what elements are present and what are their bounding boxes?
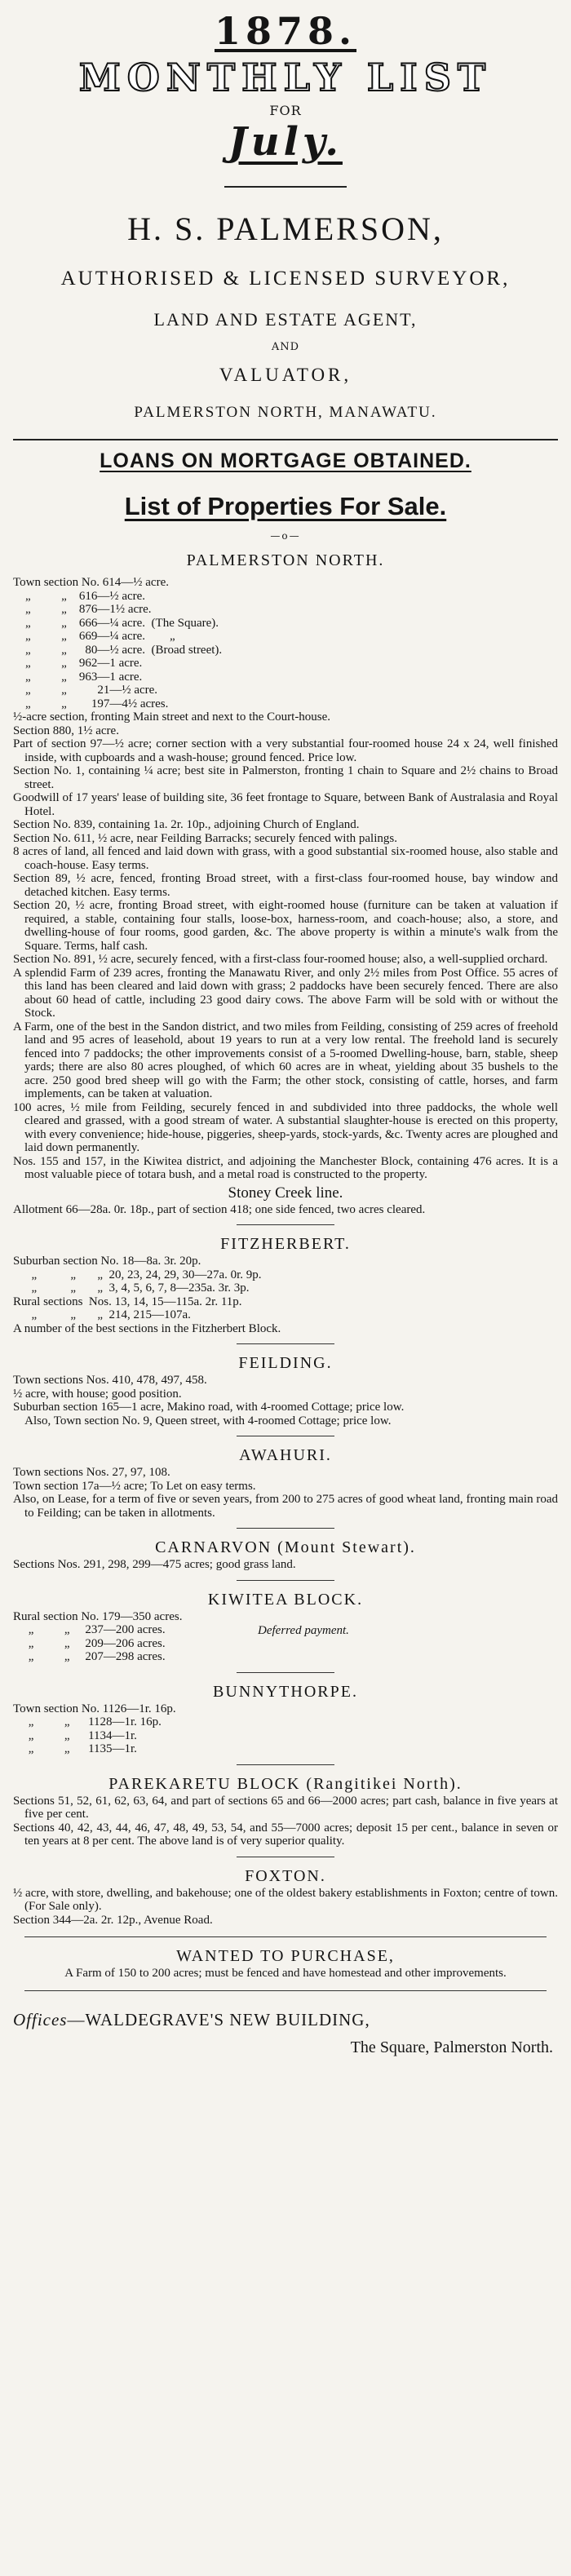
awahuri-sections: [13, 1466, 558, 1493]
listing: Part of section 97—½ acre; corner section with a very substantial four-roomed house 24 x 24, well finished inside, with cupboards and a wash-house; ground fenced. Price low.: [13, 737, 558, 764]
section-heading-carnarvon: CARNARVON (Mount Stewart).: [155, 1538, 416, 1556]
listing: ½-acre section, fronting Main street and next to the Court-house.: [13, 710, 331, 724]
divider: [24, 1936, 547, 1937]
listing: Section 20, ½ acre, fronting Broad street, with eight-roomed house (furniture can be taken at valuation if required, a stable, containing four stalls, loose-box, harness-room, and coach-house; also, a store, and dwelling-house of four rooms, good garden, &c. The above property is within a minute's walk from the Square. Terms, half cash.: [13, 899, 558, 953]
section-heading-bunnythorpe: BUNNYTHORPE.: [213, 1682, 358, 1701]
listing: A splendid Farm of 239 acres, fronting the Manawatu River, and only 2½ miles from Post Office. 55 acres of this land has been cleared and laid down with grass; 2 paddocks have been securely fenced. There are also about 60 head of cattle, including 23 good dairy cows. The above Farm will be sold with or without the Stock.: [13, 966, 558, 1020]
list-item: „ „ 209—206 acres.: [13, 1636, 166, 1650]
listing: Section 880, 1½ acre.: [13, 724, 119, 737]
year-heading: 1878.: [214, 9, 357, 53]
listing: Also, on Lease, for a term of five or seven years, from 200 to 275 acres of good wheat land, fronting main road to Feilding; can be taken in allotments.: [13, 1493, 558, 1520]
list-item: „ „ 197—4½ acres.: [13, 697, 169, 710]
list-item: „ „ „ 3, 4, 5, 6, 7, 8—235a. 3r. 3p.: [13, 1281, 250, 1295]
list-item: „ „ 207—298 acres.: [13, 1650, 166, 1663]
divider: [237, 1580, 334, 1581]
bunnythorpe-sections: [13, 1702, 558, 1756]
listing: A number of the best sections in the Fitzherbert Block.: [13, 1321, 281, 1335]
section-heading-parekaretu: PAREKARETU BLOCK (Rangitikei North).: [108, 1774, 463, 1793]
listing: Section No. 1, containing ¼ acre; best site in Palmerston, fronting 1 chain to Square and 2½ chains to Broad street.: [13, 764, 558, 791]
list-item: Suburban section 165—1 acre, Makino road, with 4-roomed Cottage; price low.: [13, 1401, 405, 1414]
listing: 8 acres of land, all fenced and laid down with grass, with a good substantial six-roomed house, also stable and coach-house. Easy terms.: [13, 845, 558, 872]
list-item: Town section No. 614—½ acre.: [13, 576, 169, 589]
list-title: List of Properties For Sale.: [124, 492, 447, 520]
listing: Goodwill of 17 years' lease of building site, 36 feet frontage to Square, between Bank of Australasia and Royal Hotel.: [13, 791, 558, 818]
section-heading-stoney-creek: Stoney Creek line.: [228, 1184, 343, 1202]
listing: 100 acres, ½ mile from Feilding, securely fenced in and subdivided into three paddocks, the whole well cleared and grassed, with a good stream of water. A substantial slaughter-house is erected on this property, with every convenience; hide-house, piggeries, sheep-yards, stock-yards, &c. Twenty acres are ploughed and laid down permanently.: [13, 1100, 558, 1154]
section-heading-palmerston: PALMERSTON NORTH.: [186, 551, 385, 569]
list-item: „ „ 669—¼ acre. „: [13, 630, 175, 643]
monthly-list-heading: MONTHLY LIST: [78, 55, 493, 100]
list-item: Suburban section No. 18—8a. 3r. 20p.: [13, 1255, 201, 1268]
listing: A Farm of 150 to 200 acres; must be fenced and have homestead and other improvements.: [64, 1967, 507, 1980]
list-item: Rural section No. 179—350 acres.: [13, 1609, 183, 1623]
section-heading-fitzherbert: FITZHERBERT.: [220, 1235, 351, 1253]
section-heading-feilding: FEILDING.: [238, 1354, 333, 1372]
list-item: „ „ 666—¼ acre. (The Square).: [13, 616, 219, 630]
palmerston-town-sections: [13, 576, 558, 710]
and-label: AND: [271, 341, 300, 353]
list-item: „ „ 1135—1r.: [13, 1742, 137, 1755]
firm-title-agent: LAND AND ESTATE AGENT,: [153, 309, 418, 330]
list-item: Section 344—2a. 2r. 12p., Avenue Road.: [13, 1913, 213, 1927]
offices-address: The Square, Palmerston North.: [350, 2038, 553, 2056]
kiwitea-sections: [13, 1610, 558, 1664]
palmerston-listings: [13, 710, 558, 1182]
divider: [237, 1343, 334, 1344]
divider: [237, 1224, 334, 1225]
offices-label: Offices: [13, 2009, 68, 2029]
for-label: FOR: [269, 103, 302, 118]
firm-title-surveyor: AUTHORISED & LICENSED SURVEYOR,: [60, 268, 511, 290]
section-heading-kiwitea: KIWITEA BLOCK.: [207, 1590, 364, 1609]
listing: Allotment 66—28a. 0r. 18p., part of section 418; one side fenced, two acres cleared.: [13, 1202, 426, 1216]
fitzherbert-sections: [13, 1255, 558, 1322]
list-item: „ „ „ 20, 23, 24, 29, 30—27a. 0r. 9p.: [13, 1268, 262, 1281]
section-heading-foxton: FOXTON.: [245, 1866, 326, 1885]
offices-dash: —: [67, 2009, 86, 2029]
list-item: „ „ 876—1½ acre.: [13, 603, 152, 616]
listing: Section No. 839, containing 1a. 2r. 10p., adjoining Church of England.: [13, 818, 360, 831]
listing: Sections 51, 52, 61, 62, 63, 64, and part of sections 65 and 66—2000 acres; part cash, balance in five years at five per cent.: [13, 1794, 558, 1821]
listing: Sections 40, 42, 43, 44, 46, 47, 48, 49, 53, 54, and 55—7000 acres; deposit 15 per cent., balance in seven or ten years at 8 per cent. The above land is of very superior quality.: [13, 1821, 558, 1848]
list-item: „ „ 616—½ acre.: [13, 589, 146, 603]
list-item: Town section 17a—½ acre; To Let on easy terms.: [13, 1479, 256, 1493]
divider: [24, 1990, 547, 1991]
list-item: „ „ 21—½ acre.: [13, 684, 158, 697]
listing: Section No. 891, ½ acre, securely fenced, with a first-class four-roomed house; also, a well-supplied orchard.: [13, 953, 548, 966]
firm-title-valuator: VALUATOR,: [219, 365, 352, 385]
divider: [237, 1672, 334, 1673]
feilding-sections: [13, 1374, 558, 1427]
list-item: „ „ „ 214, 215—107a.: [13, 1308, 191, 1321]
divider: [237, 1528, 334, 1529]
month-heading: July.: [228, 119, 343, 165]
loans-heading: LOANS ON MORTGAGE OBTAINED.: [100, 449, 471, 472]
listing: Section No. 611, ½ acre, near Feilding Barracks; securely fenced with palings.: [13, 831, 397, 845]
firm-address: PALMERSTON NORTH, MANAWATU.: [134, 404, 437, 421]
listing: Sections Nos. 291, 298, 299—475 acres; good grass land.: [13, 1558, 296, 1571]
list-item: „ „ 963—1 acre.: [13, 670, 143, 684]
list-item: „ „ 1128—1r. 16p.: [13, 1715, 162, 1728]
divider: [224, 186, 347, 188]
divider: [237, 1764, 334, 1765]
offices-building: WALDEGRAVE'S NEW BUILDING,: [85, 2009, 370, 2029]
offices-line: [13, 2007, 558, 2032]
listing: A Farm, one of the best in the Sandon district, and two miles from Feilding, consisting of 259 acres of freehold land and 95 acres of leasehold, about 19 years to run at a very low rental. The freehold land is securely fenced into 7 paddocks; the other improvements consist of a 5-roomed Dwelling-house, barn, stable, sheep yards; there are also 80 acres ploughed, of which 60 acres are in wheat, yielding about 35 bushels to the acre. 250 good bred sheep will go with the Farm; the other stock, consisting of cattle, horses, and farm implements, can be taken at valuation.: [13, 1020, 558, 1100]
listing: Section 89, ½ acre, fenced, fronting Broad street, with a first-class four-roomed house, bay window and detached kitchen. Easy terms.: [13, 872, 558, 899]
list-item: „ „ 237—200 acres.: [13, 1623, 166, 1636]
list-item: Town sections Nos. 27, 97, 108.: [13, 1466, 170, 1479]
list-item: „ „ 1134—1r.: [13, 1728, 137, 1742]
list-item: „ „ 80—½ acre. (Broad street).: [13, 643, 223, 657]
list-item: Town sections Nos. 410, 478, 497, 458.: [13, 1374, 207, 1387]
list-item: Town section No. 1126—1r. 16p.: [13, 1702, 176, 1715]
deferred-payment-note: Deferred payment.: [258, 1623, 349, 1637]
listing: ½ acre, with store, dwelling, and bakehouse; one of the oldest bakery establishments in Foxton; centre of town. (For Sale only).: [13, 1886, 558, 1913]
listing: Nos. 155 and 157, in the Kiwitea district, and adjoining the Manchester Block, containing 476 acres. It is a most valuable piece of totara bush, and a metal road is constructed to the property.: [13, 1154, 558, 1181]
divider: [13, 439, 558, 440]
list-item: ½ acre, with house; good position.: [13, 1387, 182, 1401]
list-item: „ „ 962—1 acre.: [13, 657, 143, 670]
section-heading-awahuri: AWAHURI.: [239, 1446, 332, 1464]
firm-name: H. S. PALMERSON,: [127, 210, 444, 247]
section-heading-wanted: WANTED TO PURCHASE,: [176, 1947, 395, 1965]
list-item: Also, Town section No. 9, Queen street, with 4-roomed Cottage; price low.: [13, 1414, 392, 1427]
list-item: Rural sections Nos. 13, 14, 15—115a. 2r. 11p.: [13, 1295, 242, 1308]
ornament: —o—: [270, 530, 301, 542]
